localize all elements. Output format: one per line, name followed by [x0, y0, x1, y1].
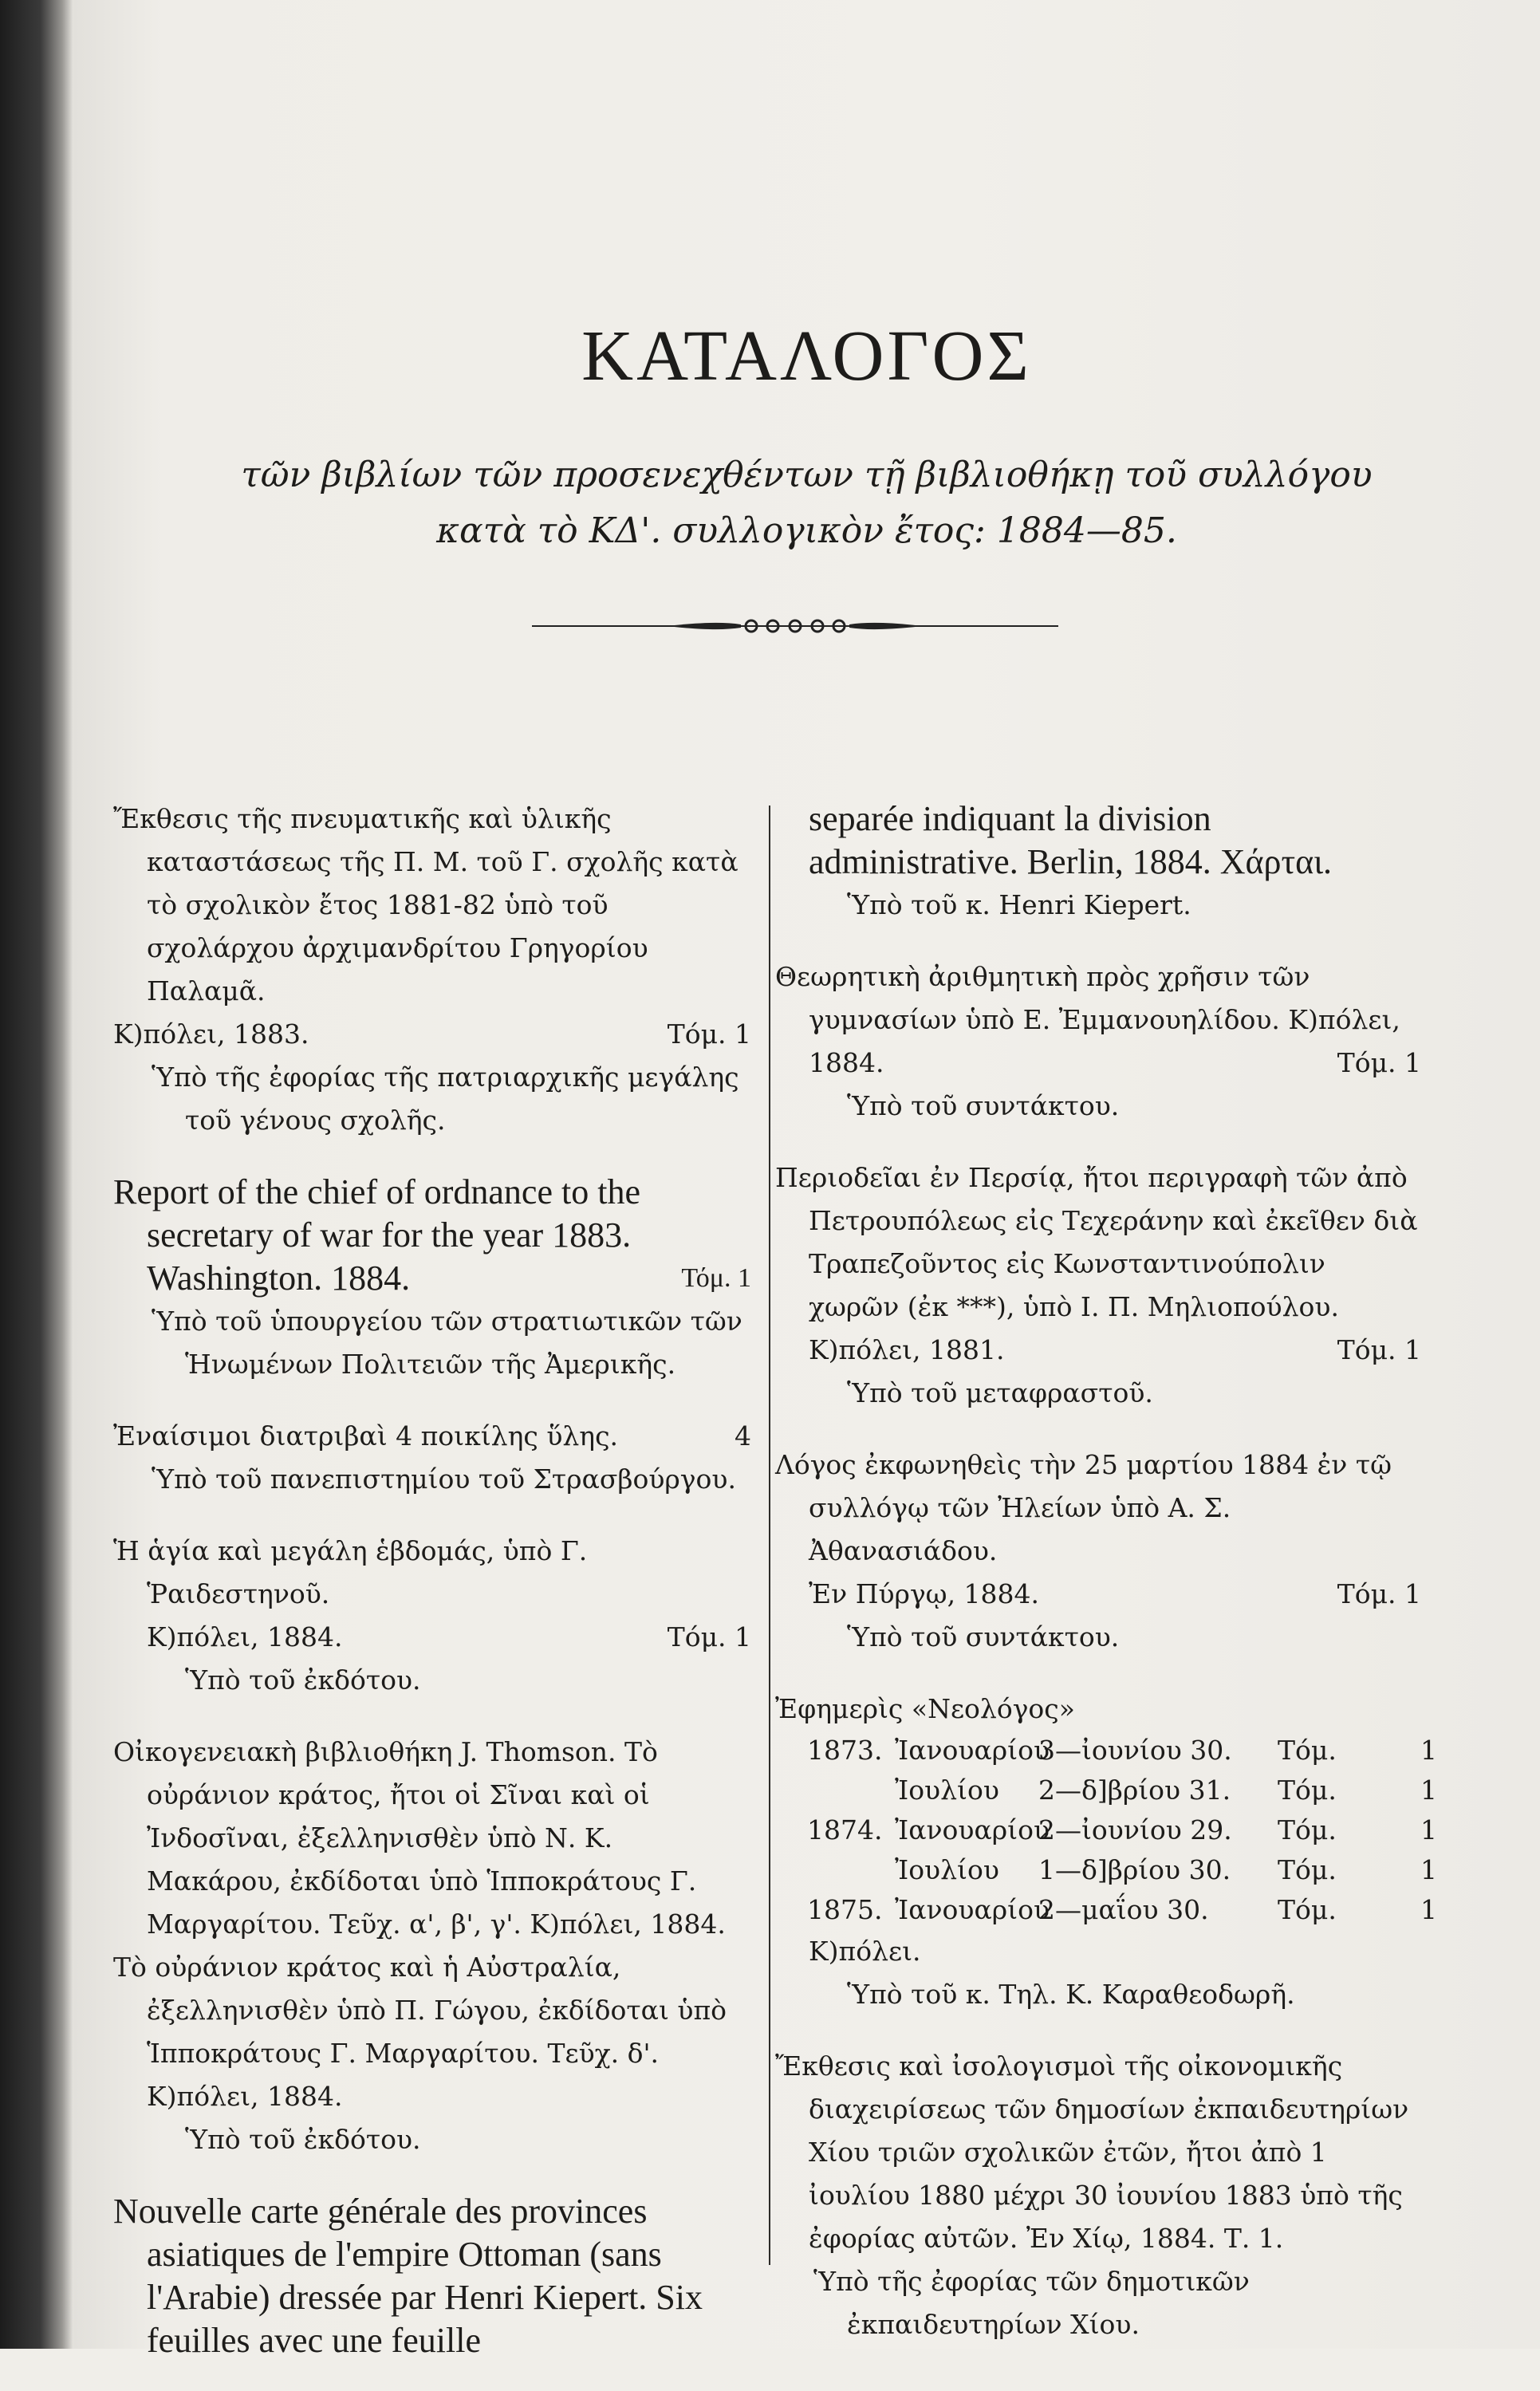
catalog-entry — [113, 1171, 751, 1386]
newspaper-year — [807, 1771, 895, 1810]
entry-volume: Τόμ. 1 — [1337, 1334, 1421, 1365]
entry-volume: Τόμ. 1 — [1337, 1047, 1421, 1078]
column-divider — [769, 806, 770, 2265]
entry-imprint — [775, 1042, 1421, 1085]
entry-donor: Ὑπὸ τῆς ἐφορίας τῶν δημοτικῶν ἐκπαιδευτηρίων Χίου. — [813, 2266, 1250, 2340]
newspaper-count: 1 — [1420, 1854, 1437, 1885]
entry-imprint — [775, 1573, 1421, 1616]
newspaper-range: 1—δ]βρίου 30. — [1038, 1854, 1231, 1885]
subtitle-line-1: τῶν βιβλίων τῶν προσενεχθέντων τῇ βιβλιοθήκῃ τοῦ συλλόγου — [241, 455, 1373, 495]
entry-title: Λόγος ἐκφωνηθεὶς τὴν 25 μαρτίου 1884 ἐν τῷ συλλόγῳ τῶν Ἠλείων ὑπὸ Α. Σ. Ἀθανασιάδου. — [775, 1449, 1392, 1566]
entry-title-line — [113, 1415, 751, 1458]
newspaper-month: Ἰουλίου — [895, 1775, 999, 1806]
entry-donor: Ὑπὸ τοῦ μεταφραστοῦ. — [847, 1377, 1153, 1408]
entry-imprint — [113, 1013, 751, 1056]
entry-place: Κ)πόλει, 1881. — [809, 1334, 1005, 1365]
newspaper-vol: Τόμ. — [1278, 1854, 1337, 1885]
newspaper-year: 1874. — [807, 1814, 883, 1845]
subtitle-line-2: κατὰ τὸ ΚΔ'. συλλογικὸν ἔτος: 1884—85. — [436, 510, 1177, 551]
entry-donor: Ὑπὸ τοῦ πανεπιστημίου τοῦ Στρασβούργου. — [152, 1463, 736, 1495]
entry-donor: Ὑπὸ τοῦ συντάκτου. — [847, 1621, 1120, 1652]
newspaper-vol: Τόμ. — [1278, 1814, 1337, 1845]
newspaper-month: Ἰανουαρίου — [895, 1894, 1050, 1925]
catalog-entry — [113, 798, 751, 1142]
newspaper-volumes-list — [775, 1731, 1437, 1930]
entry-donor: Ὑπὸ τοῦ κ. Henri Kiepert. — [847, 889, 1191, 920]
entry-title: Ἡ ἁγία καὶ μεγάλη ἑβδομάς, ὑπὸ Γ. Ῥαιδεστηνοῦ. — [113, 1535, 588, 1609]
entry-volume: Τόμ. 1 — [681, 1263, 751, 1293]
newspaper-count: 1 — [1420, 1814, 1437, 1845]
entry-title: Οἰκογενειακὴ βιβλιοθήκη J. Thomson. Τὸ οὐράνιον κράτος, ἤτοι οἱ Σῖναι καὶ οἱ Ἰνδοσῖναι, ἐξελληνισθὲν ὑπὸ Ν. Κ. Μακάρου, ἐκδίδοται ὑπὸ Ἱπποκράτους Γ. Μαργαρίτου. Τεῦχ. α', β', γ'. Κ)πόλει, 1884. — [113, 1736, 726, 1940]
catalog-entry-newspaper — [775, 1688, 1437, 2016]
newspaper-range: 2—δ]βρίου 31. — [1038, 1775, 1231, 1806]
catalog-entry — [775, 955, 1421, 1128]
entry-title: Ἔκθεσις καὶ ἰσολογισμοὶ τῆς οἰκονομικῆς διαχειρίσεως τῶν δημοσίων ἐκπαιδευτηρίων Χίου τριῶν σχολικῶν ἐτῶν, ἤτοι ἀπὸ 1 ἰουλίου 1880 μέχρι 30 ἰουνίου 1883 ὑπὸ τῆς ἐφορίας αὐτῶν. Ἐν Χίῳ, 1884. Τ. 1. — [775, 2050, 1409, 2254]
catalog-entry — [775, 1156, 1421, 1415]
entry-title: Report of the chief of ordnance to the secretary of war for the year 1883. — [113, 1172, 640, 1255]
newspaper-count: 1 — [1420, 1894, 1437, 1925]
entry-place: 1884. — [809, 1047, 884, 1078]
newspaper-year: 1875. — [807, 1894, 883, 1925]
catalog-page — [73, 0, 1540, 2360]
right-column — [775, 798, 1437, 2375]
entry-imprint — [775, 1329, 1421, 1372]
entry-donor: Ὑπὸ τοῦ συντάκτου. — [847, 1090, 1120, 1121]
catalog-entry — [113, 2190, 751, 2362]
newspaper-vol: Τόμ. — [1278, 1735, 1337, 1766]
newspaper-count: 1 — [1420, 1735, 1437, 1766]
entry-title: Περιοδεῖαι ἐν Περσίᾳ, ἤτοι περιγραφὴ τῶν ἀπὸ Πετρουπόλεως εἰς Τεχεράνην καὶ ἐκεῖθεν διὰ Τραπεζοῦντος εἰς Κωνσταντινούπολιν χωρῶν (ἐκ ***), ὑπὸ Ι. Π. Μηλιοπούλου. — [775, 1162, 1418, 1322]
entry-imprint — [113, 1616, 751, 1659]
catalog-entry — [113, 1731, 751, 2161]
book-binding-shadow — [0, 0, 73, 2349]
newspaper-range: 2—ἰουνίου 29. — [1038, 1814, 1232, 1845]
newspaper-volume-row — [775, 1850, 1437, 1890]
entry-volume: Τόμ. 1 — [1337, 1578, 1421, 1609]
entry-title-continued: separée indiquant la division administrative. Berlin, 1884. Χάρται. — [809, 799, 1333, 881]
entry-donor: Ὑπὸ τοῦ ἐκδότου. — [185, 2124, 421, 2155]
entry-title: Nouvelle carte générale des provinces asiatiques de l'empire Ottoman (sans l'Arabie) dressée par Henri Kiepert. Six feuilles avec une feuille — [113, 2192, 703, 2360]
newspaper-year — [807, 1850, 895, 1890]
catalog-entry — [775, 798, 1421, 927]
newspaper-year: 1873. — [807, 1735, 883, 1766]
newspaper-month: Ἰανουαρίου — [895, 1814, 1050, 1845]
entry-donor: Ὑπὸ τοῦ ὑπουργείου τῶν στρατιωτικῶν τῶν Ἡνωμένων Πολιτειῶν τῆς Ἀμερικῆς. — [152, 1306, 742, 1380]
entry-volume: 4 — [735, 1420, 751, 1452]
newspaper-volume-row — [775, 1810, 1437, 1850]
catalog-entry — [113, 1530, 751, 1702]
entry-imprint — [113, 1257, 751, 1300]
entry-volume: Τόμ. 1 — [667, 1621, 751, 1652]
entry-title: Θεωρητικὴ ἀριθμητικὴ πρὸς χρῆσιν τῶν γυμνασίων ὑπὸ Ε. Ἐμμανουηλίδου. Κ)πόλει, — [775, 961, 1400, 1035]
page-title: ΚΑΤΑΛΟΓΟΣ — [581, 317, 1032, 396]
entry-place: Ἐν Πύργῳ, 1884. — [809, 1578, 1040, 1609]
newspaper-volume-row — [775, 1890, 1437, 1930]
newspaper-count: 1 — [1420, 1775, 1437, 1806]
entry-title: Ἔκθεσις τῆς πνευματικῆς καὶ ὑλικῆς καταστάσεως τῆς Π. Μ. τοῦ Γ. σχολῆς κατὰ τὸ σχολικὸν ἔτος 1881-82 ὑπὸ τοῦ σχολάρχου ἀρχιμανδρίτου Γρηγορίου Παλαμᾶ. — [113, 803, 738, 1006]
entry-place: Κ)πόλει. — [809, 1936, 921, 1967]
entry-place: Κ)πόλει, 1883. — [113, 1018, 309, 1050]
newspaper-month: Ἰουλίου — [895, 1854, 999, 1885]
newspaper-vol: Τόμ. — [1278, 1894, 1337, 1925]
catalog-entry — [775, 2045, 1421, 2346]
entry-donor: Ὑπὸ τῆς ἐφορίας τῆς πατριαρχικῆς μεγάλης τοῦ γένους σχολῆς. — [152, 1062, 739, 1136]
entry-title: Ἐναίσιμοι διατριβαὶ 4 ποικίλης ὕλης. — [113, 1420, 619, 1452]
ornament-divider — [532, 614, 1058, 638]
newspaper-volume-row — [775, 1731, 1437, 1771]
newspaper-range: 3—ἰουνίου 30. — [1038, 1735, 1232, 1766]
newspaper-volume-row — [775, 1771, 1437, 1810]
entry-place: Κ)πόλει, 1884. — [147, 1621, 343, 1652]
catalog-entry — [113, 1415, 751, 1501]
newspaper-month: Ἰανουαρίου — [895, 1735, 1050, 1766]
entry-donor: Ὑπὸ τοῦ ἐκδότου. — [185, 1664, 421, 1696]
entry-volume: Τόμ. 1 — [667, 1018, 751, 1050]
left-column — [113, 798, 751, 2391]
catalog-entry — [775, 1444, 1421, 1659]
newspaper-range: 2—μαΐου 30. — [1038, 1894, 1209, 1925]
newspaper-vol: Τόμ. — [1278, 1775, 1337, 1806]
entry-title-part-2: Τὸ οὐράνιον κράτος καὶ ἡ Αὐστραλία, ἐξελληνισθὲν ὑπὸ Π. Γώγου, ἐκδίδοται ὑπὸ Ἱπποκράτους Γ. Μαργαρίτου. Τεῦχ. δ'. Κ)πόλει, 1884. — [113, 1952, 727, 2112]
entry-title: Ἐφημερὶς «Νεολόγος» — [775, 1693, 1075, 1724]
entry-place: Washington. 1884. — [147, 1259, 411, 1298]
entry-donor: Ὑπὸ τοῦ κ. Τηλ. Κ. Καραθεοδωρῆ. — [847, 1979, 1295, 2010]
